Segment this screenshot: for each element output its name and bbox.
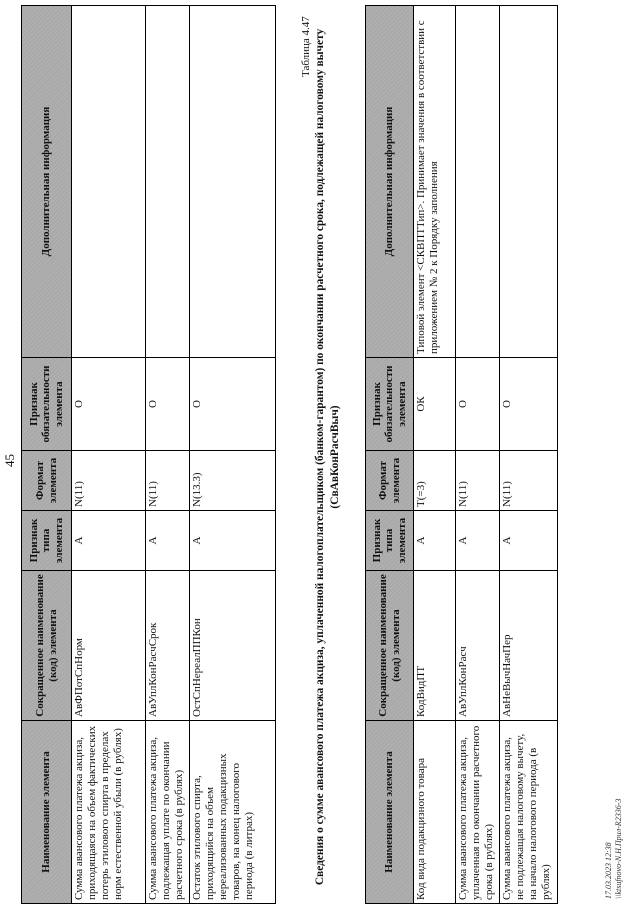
- cell-name: Сумма авансового платежа акциза, подлежащая уплате по окончании расчетного срока (в рублях): [146, 721, 190, 904]
- cell-info: [72, 6, 146, 358]
- table-title: Сведения о сумме авансового платежа акциза, уплаченной налогоплательщиком (банком-гарантом) по окончании расчетного срока, подлежащей налоговому вычету (СвАвКонРасчВыч): [314, 28, 341, 886]
- table-header-row: [366, 6, 414, 904]
- cell-name: Сумма авансового платежа акциза, уплаченная по окончании расчетного срока (в рублях): [456, 721, 500, 904]
- header-name: Наименование элемента: [366, 721, 414, 904]
- cell-type: А: [72, 511, 146, 571]
- cell-type: А: [414, 511, 456, 571]
- header-code: Сокращенное наименование (код) элемента: [22, 571, 72, 721]
- table-row: [146, 6, 190, 904]
- header-name: Наименование элемента: [22, 721, 72, 904]
- header-type: Признак типа элемента: [366, 511, 414, 571]
- cell-info: [456, 6, 500, 358]
- cell-code: АвНеВычНачПер: [500, 571, 558, 721]
- cell-name: Остаток этилового спирта, приходящийся на объем нереализованных подакцизных товаров, на конец налогового периода (в литрах): [190, 721, 276, 904]
- cell-info: [146, 6, 190, 358]
- header-code: Сокращенное наименование (код) элемента: [366, 571, 414, 721]
- cell-required: О: [190, 358, 276, 451]
- cell-required: О: [146, 358, 190, 451]
- cell-code: КодВидПТ: [414, 571, 456, 721]
- cell-info: Типовой элемент <СКВПТТип>. Принимает значения в соответствии с приложением № 2 к Порядку заполнения: [414, 6, 456, 358]
- document-stamp: [604, 799, 623, 899]
- stamp-path: \\ktsufnovo-N.H.Прил-R2336-3: [613, 798, 623, 899]
- cell-info: [500, 6, 558, 358]
- cell-required: О: [500, 358, 558, 451]
- header-required: Признак обязательности элемента: [22, 358, 72, 451]
- header-format: Формат элемента: [22, 451, 72, 511]
- header-required: Признак обязательности элемента: [366, 358, 414, 451]
- header-info: Дополнительная информация: [366, 6, 414, 358]
- table-caption: Таблица 4.47: [300, 16, 312, 77]
- table-row: [456, 6, 500, 904]
- cell-code: АвФПотСпНорм: [72, 571, 146, 721]
- table-1: [21, 5, 276, 904]
- page-number: 45: [2, 454, 17, 467]
- cell-required: ОК: [414, 358, 456, 451]
- header-info: Дополнительная информация: [22, 6, 72, 358]
- table-row: [500, 6, 558, 904]
- cell-format: N(13.3): [190, 451, 276, 511]
- header-type: Признак типа элемента: [22, 511, 72, 571]
- table-header-row: [22, 6, 72, 904]
- cell-type: А: [456, 511, 500, 571]
- cell-required: О: [456, 358, 500, 451]
- cell-type: А: [500, 511, 558, 571]
- cell-format: N(11): [456, 451, 500, 511]
- cell-info: [190, 6, 276, 358]
- cell-name: Сумма авансового платежа акциза, приходящаяся на объем фактических потерь этилового спирта в пределах норм естественной убыли (в рублях): [72, 721, 146, 904]
- cell-code: АвУплКонРасчСрок: [146, 571, 190, 721]
- header-format: Формат элемента: [366, 451, 414, 511]
- table-row: [414, 6, 456, 904]
- stamp-date: 17.03.2023 12:38: [604, 842, 613, 899]
- cell-format: N(11): [146, 451, 190, 511]
- cell-name: Сумма авансового платежа акциза, не подлежащая налоговому вычету, на начало налогового периода (в рублях): [500, 721, 558, 904]
- cell-format: N(11): [72, 451, 146, 511]
- table-row: [190, 6, 276, 904]
- cell-name: Код вида подакцизного товара: [414, 721, 456, 904]
- cell-type: А: [190, 511, 276, 571]
- cell-format: T(=3): [414, 451, 456, 511]
- cell-format: N(11): [500, 451, 558, 511]
- table-2: [365, 5, 558, 904]
- table-row: [72, 6, 146, 904]
- cell-code: ОстСпНереалППКон: [190, 571, 276, 721]
- cell-required: О: [72, 358, 146, 451]
- cell-code: АвУплКонРасч: [456, 571, 500, 721]
- cell-type: А: [146, 511, 190, 571]
